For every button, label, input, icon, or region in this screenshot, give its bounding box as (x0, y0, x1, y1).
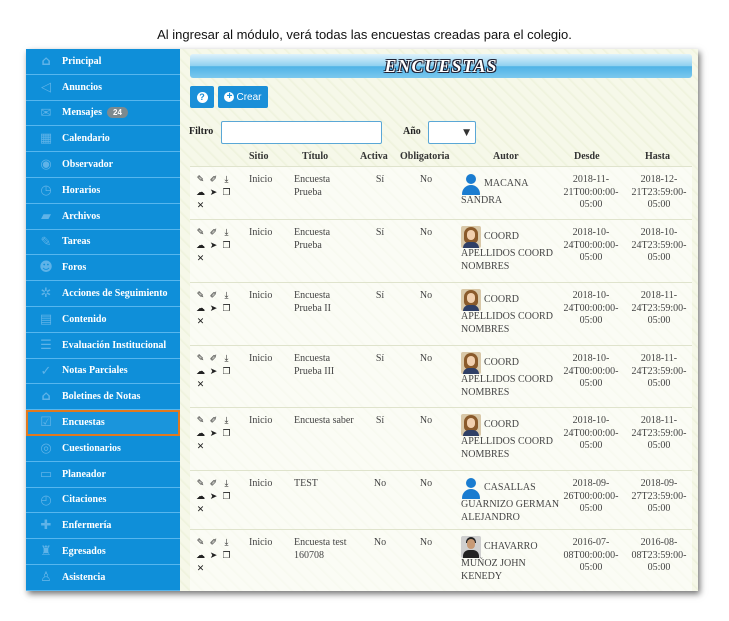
cell-titulo-line: Encuesta (294, 174, 331, 185)
cell-sitio: Inicio (249, 227, 273, 238)
download-icon[interactable]: ⤓ (224, 416, 229, 426)
download-icon[interactable]: ⤓ (224, 538, 229, 548)
cell-hasta (627, 478, 691, 516)
planner-icon: ▭ (39, 466, 53, 482)
cell-desde-line: 05:00 (579, 378, 603, 389)
sidebar-item-citaciones[interactable] (26, 488, 180, 514)
cell-desde-line: 05:00 (579, 440, 603, 451)
calendar-icon: ▦ (39, 131, 53, 147)
cell-obligatoria: No (419, 174, 433, 185)
app-window (26, 49, 698, 591)
avatar (461, 536, 481, 558)
table-row (190, 529, 692, 591)
delete-icon[interactable]: ✕ (196, 317, 205, 327)
cell-obligatoria: No (419, 227, 433, 238)
main-content (180, 49, 698, 591)
table-row (190, 345, 692, 407)
questionnaire-icon: ◎ (40, 440, 52, 456)
cell-autor (461, 536, 561, 583)
cell-obligatoria: No (419, 478, 433, 489)
cell-hasta-line: 05:00 (647, 562, 671, 573)
cell-desde-line: 2018-10- (572, 415, 610, 426)
author-line: NOMBRES (461, 323, 510, 335)
evaluation-icon: ☰ (40, 337, 52, 353)
edit-square-icon[interactable]: ✐ (209, 228, 218, 238)
author-line: CASALLAS (484, 481, 536, 493)
cell-activa: Sí (375, 415, 385, 426)
cell-hasta (627, 290, 691, 328)
sidebar-item-label: Encuestas (62, 417, 105, 429)
cell-desde-line: 24T00:00:00- (563, 365, 619, 377)
cell-desde-line: 05:00 (579, 252, 603, 263)
cloud-upload-icon[interactable]: ☁ (196, 551, 205, 561)
cell-activa: Sí (375, 290, 385, 301)
cell-desde-line: 2018-11- (572, 174, 610, 185)
header-hasta: Hasta (645, 151, 670, 162)
question-icon: ? (197, 92, 208, 103)
sidebar-item-label: Mensajes (62, 107, 102, 119)
cell-hasta-line: 24T23:59:00- (631, 427, 687, 439)
author-line: COORD (484, 356, 520, 368)
author-line: NOMBRES (461, 448, 510, 460)
send-icon[interactable]: ➤ (209, 304, 218, 314)
cell-obligatoria: No (419, 290, 433, 301)
header-obligatoria: Obligatoria (400, 151, 450, 162)
send-icon[interactable]: ➤ (209, 551, 218, 561)
cell-hasta-line: 05:00 (647, 315, 671, 326)
table-row (190, 219, 692, 282)
edit-square-icon[interactable]: ✐ (209, 538, 218, 548)
cell-sitio: Inicio (249, 478, 273, 489)
cell-hasta-line: 2018-11- (640, 415, 678, 426)
sidebar-item-label: Asistencia (62, 571, 106, 583)
cell-titulo (294, 174, 366, 199)
cell-desde-line: 26T00:00:00- (563, 490, 619, 502)
cell-sitio: Inicio (249, 290, 273, 301)
sidebar-item-tareas[interactable] (26, 230, 180, 256)
cell-autor (461, 352, 561, 399)
cell-desde-line: 05:00 (579, 562, 603, 573)
sidebar-item-label: Acciones de Seguimiento (62, 288, 168, 300)
cell-hasta (627, 537, 691, 575)
cloud-upload-icon[interactable]: ☁ (196, 492, 205, 502)
cell-hasta (627, 227, 691, 265)
plus-circle-icon: + (224, 92, 234, 102)
cell-hasta-line: 24T23:59:00- (631, 365, 687, 377)
cell-hasta-line: 2018-10- (640, 227, 678, 238)
cell-autor (461, 289, 561, 336)
sidebar-item-foros[interactable] (26, 255, 180, 281)
sidebar-item-label: Anuncios (62, 81, 103, 93)
author-line: NOMBRES (461, 260, 510, 272)
cell-desde-line: 21T00:00:00- (563, 186, 619, 198)
delete-icon[interactable]: ✕ (196, 380, 205, 390)
edit-square-icon[interactable]: ✐ (209, 416, 218, 426)
cell-titulo-line: Prueba III (294, 365, 335, 377)
row-actions (194, 537, 240, 576)
download-icon[interactable]: ⤓ (224, 291, 229, 301)
cell-hasta-line: 2018-11- (640, 353, 678, 364)
sidebar-item-label: Observador (62, 159, 114, 171)
copy-icon[interactable]: ❐ (222, 188, 231, 198)
edit-pencil-icon[interactable]: ✎ (196, 291, 205, 301)
edit-square-icon[interactable]: ✐ (209, 291, 218, 301)
table-row (190, 282, 692, 345)
cell-activa: Sí (375, 353, 385, 364)
cell-hasta-line: 2018-09- (640, 478, 678, 489)
header-titulo: Título (302, 151, 329, 162)
cell-desde (556, 537, 626, 575)
header-autor: Autor (493, 151, 519, 162)
header-desde: Desde (574, 151, 600, 162)
sidebar-item-boletines-de-notas[interactable] (26, 384, 180, 410)
cell-desde (556, 227, 626, 265)
cell-hasta-line: 24T23:59:00- (631, 239, 687, 251)
sidebar-item-enfermería[interactable] (26, 513, 180, 539)
cell-desde-line: 24T00:00:00- (563, 302, 619, 314)
megaphone-icon: ◁ (41, 79, 51, 95)
survey-icon: ☑ (40, 415, 52, 431)
cell-desde-line: 05:00 (579, 315, 603, 326)
cell-titulo-line: TEST (294, 478, 318, 489)
row-actions (194, 353, 240, 392)
download-icon[interactable]: ⤓ (224, 354, 229, 364)
cell-hasta-line: 2018-12- (640, 174, 678, 185)
cell-desde (556, 353, 626, 391)
sidebar-item-acciones-de-seguimiento[interactable] (26, 281, 180, 307)
cell-desde-line: 2018-09- (572, 478, 610, 489)
sidebar-item-contenido[interactable] (26, 307, 180, 333)
edit-pencil-icon[interactable]: ✎ (196, 175, 205, 185)
cell-titulo-line: Encuesta test (294, 537, 347, 548)
notes-icon: ✓ (40, 363, 52, 379)
copy-icon[interactable]: ❐ (222, 367, 231, 377)
cell-sitio: Inicio (249, 174, 273, 185)
edit-pencil-icon[interactable]: ✎ (196, 416, 205, 426)
author-line: GUARNIZO GERMAN (461, 499, 560, 510)
cell-hasta-line: 05:00 (647, 378, 671, 389)
cell-titulo-line: Encuesta (294, 290, 331, 301)
sidebar-item-encuestas[interactable] (26, 410, 180, 436)
copy-icon[interactable]: ❐ (222, 492, 231, 502)
edit-square-icon[interactable]: ✐ (209, 175, 218, 185)
sidebar-item-calendario[interactable] (26, 126, 180, 152)
sidebar-item-label: Principal (62, 55, 102, 67)
help-button[interactable] (190, 86, 214, 108)
author-line: COORD (484, 418, 520, 430)
sidebar-item-egresados[interactable] (26, 539, 180, 565)
avatar (461, 352, 481, 374)
sidebar-item-label: Boletines de Notas (62, 391, 141, 403)
avatar (461, 477, 481, 499)
author-line: MACANA (484, 177, 529, 189)
cell-titulo (294, 290, 366, 315)
avatar (461, 414, 481, 436)
sidebar-item-label: Planeador (62, 468, 106, 480)
cell-hasta-line: 05:00 (647, 503, 671, 514)
sidebar-item-notas-parciales[interactable] (26, 359, 180, 385)
sidebar-item-label: Notas Parciales (62, 365, 128, 377)
cell-sitio: Inicio (249, 537, 273, 548)
page-title-bar (190, 54, 692, 78)
send-icon[interactable]: ➤ (209, 429, 218, 439)
cell-hasta-line: 05:00 (647, 199, 671, 210)
delete-icon[interactable]: ✕ (196, 442, 205, 452)
download-icon[interactable]: ⤓ (224, 228, 229, 238)
cell-hasta-line: 2018-11- (640, 290, 678, 301)
author-line: COORD (484, 230, 520, 242)
row-actions (194, 174, 240, 213)
cloud-upload-icon[interactable]: ☁ (196, 188, 205, 198)
sidebar-item-mensajes[interactable] (26, 101, 180, 127)
edit-pencil-icon[interactable]: ✎ (196, 354, 205, 364)
cell-desde-line: 2018-10- (572, 290, 610, 301)
cell-hasta-line: 05:00 (647, 252, 671, 263)
cell-hasta-line: 2016-08- (640, 537, 678, 548)
sidebar-item-archivos[interactable] (26, 204, 180, 230)
cell-desde-line: 2018-10- (572, 227, 610, 238)
cell-hasta-line: 05:00 (647, 440, 671, 451)
table-row (190, 407, 692, 470)
clock-icon: ◷ (40, 182, 52, 198)
cell-titulo-line: Prueba (294, 186, 322, 198)
send-icon[interactable]: ➤ (209, 188, 218, 198)
content-icon: ▤ (39, 311, 53, 327)
cell-obligatoria: No (419, 415, 433, 426)
cloud-upload-icon[interactable]: ☁ (196, 429, 205, 439)
chevron-down-icon: ▼ (463, 127, 470, 138)
cell-hasta (627, 353, 691, 391)
author-line: MUÑOZ JOHN (461, 558, 526, 569)
sidebar-item-label: Enfermería (62, 520, 112, 532)
filter-label: Filtro (189, 126, 214, 137)
sidebar-item-label: Horarios (62, 184, 101, 196)
sidebar-item-label: Tareas (62, 236, 91, 248)
sidebar-item-label: Calendario (62, 133, 110, 145)
cell-desde (556, 174, 626, 212)
caption-text: Al ingresar al módulo, verá todas las encuestas creadas para el colegio. (157, 27, 572, 42)
create-button-label: Crear (236, 91, 262, 103)
download-icon[interactable]: ⤓ (224, 175, 229, 185)
cell-titulo-line: Encuesta (294, 227, 331, 238)
sidebar-item-label: Contenido (62, 313, 107, 325)
edit-pencil-icon[interactable]: ✎ (196, 228, 205, 238)
cell-obligatoria: No (419, 353, 433, 364)
cell-hasta (627, 174, 691, 212)
users-icon: ☻ (39, 260, 53, 276)
cell-desde-line: 24T00:00:00- (563, 239, 619, 251)
author-line: ALEJANDRO (461, 511, 520, 523)
report-icon: ⌂ (41, 389, 51, 405)
cell-desde-line: 2018-10- (572, 353, 610, 364)
cell-activa: Sí (375, 174, 385, 185)
create-button[interactable] (218, 86, 268, 108)
sidebar (26, 49, 180, 591)
appointment-icon: ◴ (40, 492, 52, 508)
cell-titulo (294, 353, 366, 378)
sidebar-item-label: Cuestionarios (62, 442, 121, 454)
row-actions (194, 415, 240, 454)
author-line: COORD (484, 293, 520, 305)
edit-square-icon[interactable]: ✐ (209, 354, 218, 364)
avatar (461, 289, 481, 311)
delete-icon[interactable]: ✕ (196, 564, 205, 574)
cell-hasta-line: 08T23:59:00- (631, 549, 687, 561)
copy-icon[interactable]: ❐ (222, 429, 231, 439)
cloud-upload-icon[interactable]: ☁ (196, 304, 205, 314)
author-line: NOMBRES (461, 386, 510, 398)
sidebar-item-label: Foros (62, 262, 87, 274)
cell-autor (461, 477, 561, 524)
cell-desde-line: 05:00 (579, 199, 603, 210)
row-actions (194, 227, 240, 266)
cell-hasta-line: 27T23:59:00- (631, 490, 687, 502)
cell-hasta-line: 24T23:59:00- (631, 302, 687, 314)
delete-icon[interactable]: ✕ (196, 505, 205, 515)
edit-pencil-icon[interactable]: ✎ (196, 538, 205, 548)
cell-desde-line: 24T00:00:00- (563, 427, 619, 439)
message-count-badge: 24 (107, 107, 128, 118)
header-activa: Activa (360, 151, 388, 162)
cell-sitio: Inicio (249, 415, 273, 426)
cell-autor (461, 226, 561, 273)
row-actions (194, 290, 240, 329)
copy-icon[interactable]: ❐ (222, 241, 231, 251)
author-line: APELLIDOS COORD (461, 311, 553, 322)
delete-icon[interactable]: ✕ (196, 254, 205, 264)
avatar (461, 173, 481, 195)
cell-obligatoria: No (419, 537, 433, 548)
author-line: APELLIDOS COORD (461, 374, 553, 385)
cloud-upload-icon[interactable]: ☁ (196, 241, 205, 251)
sidebar-item-observador[interactable] (26, 152, 180, 178)
sidebar-item-label: Archivos (62, 210, 101, 222)
cell-titulo (294, 537, 366, 562)
cell-desde-line: 05:00 (579, 503, 603, 514)
sidebar-item-asistencia[interactable] (26, 565, 180, 591)
cell-desde-line: 2016-07- (572, 537, 610, 548)
envelope-icon: ✉ (40, 105, 52, 121)
attendance-icon: ♙ (40, 569, 52, 585)
table-row (190, 166, 692, 219)
author-line: KENEDY (461, 570, 503, 582)
cell-hasta (627, 415, 691, 453)
sidebar-item-label: Citaciones (62, 494, 107, 506)
cloud-upload-icon[interactable]: ☁ (196, 367, 205, 377)
cell-activa: Sí (375, 227, 385, 238)
year-label: Año (403, 126, 421, 137)
cell-titulo-line: Prueba (294, 239, 322, 251)
send-icon[interactable]: ➤ (209, 492, 218, 502)
cell-hasta-line: 21T23:59:00- (631, 186, 687, 198)
home-icon: ⌂ (41, 54, 51, 69)
author-line: APELLIDOS COORD (461, 248, 553, 259)
author-line: APELLIDOS COORD (461, 436, 553, 447)
send-icon[interactable]: ➤ (209, 367, 218, 377)
pencil-icon: ✎ (40, 234, 52, 250)
cell-desde (556, 290, 626, 328)
download-icon[interactable]: ⤓ (224, 479, 229, 489)
send-icon[interactable]: ➤ (209, 241, 218, 251)
cell-activa: No (373, 537, 387, 548)
filter-input[interactable] (221, 121, 382, 144)
sidebar-item-label: Egresados (62, 546, 106, 558)
sidebar-item-label: Evaluación Institucional (62, 339, 167, 351)
author-line: CHAVARRO (484, 540, 538, 552)
header-sitio: Sitio (249, 151, 269, 162)
cell-titulo (294, 478, 366, 491)
sidebar-item-anuncios[interactable] (26, 75, 180, 101)
eye-icon: ◉ (40, 157, 52, 173)
copy-icon[interactable]: ❐ (222, 551, 231, 561)
author-line: SANDRA (461, 195, 503, 206)
cell-titulo (294, 415, 366, 428)
cell-titulo-line: Encuesta (294, 353, 331, 364)
edit-pencil-icon[interactable]: ✎ (196, 479, 205, 489)
gears-icon: ✲ (40, 286, 52, 302)
cell-autor (461, 414, 561, 461)
sidebar-item-evaluación-institucional[interactable] (26, 333, 180, 359)
edit-square-icon[interactable]: ✐ (209, 479, 218, 489)
cell-titulo (294, 227, 366, 252)
delete-icon[interactable]: ✕ (196, 201, 205, 211)
cell-titulo-line: 160708 (294, 549, 324, 561)
sidebar-item-cuestionarios[interactable] (26, 436, 180, 462)
sidebar-item-planeador[interactable] (26, 462, 180, 488)
avatar (461, 226, 481, 248)
cell-titulo-line: Encuesta saber (294, 415, 354, 426)
graduate-icon: ♜ (40, 544, 52, 560)
cell-activa: No (373, 478, 387, 489)
sidebar-item-horarios[interactable] (26, 178, 180, 204)
row-actions (194, 478, 240, 517)
sidebar-item-principal[interactable] (26, 49, 180, 75)
cell-sitio: Inicio (249, 353, 273, 364)
cell-titulo-line: Prueba II (294, 302, 331, 314)
cell-desde (556, 478, 626, 516)
page-title: ENCUESTAS (384, 56, 498, 76)
cell-autor (461, 173, 561, 208)
table-row (190, 470, 692, 529)
cell-desde-line: 08T00:00:00- (563, 549, 619, 561)
year-select[interactable] (428, 121, 476, 144)
folder-icon: ▰ (41, 208, 51, 224)
cell-desde (556, 415, 626, 453)
nurse-icon: ✚ (40, 518, 52, 534)
copy-icon[interactable]: ❐ (222, 304, 231, 314)
